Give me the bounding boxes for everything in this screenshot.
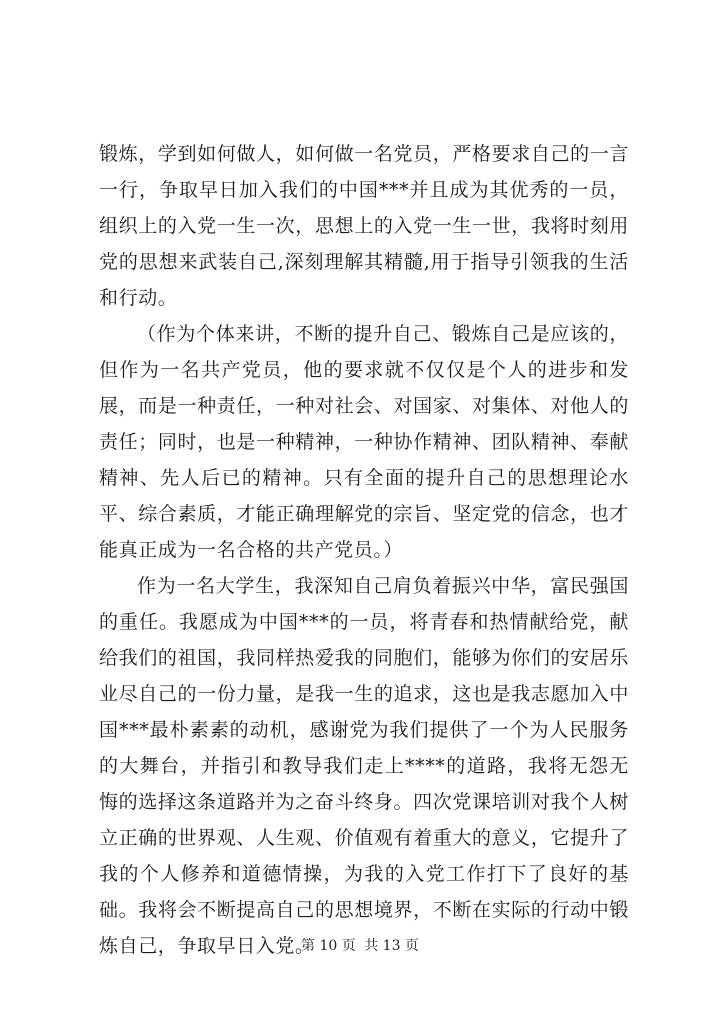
paragraph-continuation: 锻炼，学到如何做人，如何做一名党员，严格要求自己的一言一行，争取早日加入我们的中国***并且成为其优秀的一员，组织上的入党一生一次，思想上的入党一生一世，我将时刻用党的思想来武装自己,深刻理解其精髓,用于指导引领我的生活和行动。 (99, 143, 629, 309)
page-total: 共 13 页 (364, 938, 419, 954)
paragraph-individual-growth: （作为个体来讲，不断的提升自己、锻炼自己是应该的，但作为一名共产党员，他的要求就不仅仅是个人的进步和发展，而是一种责任，一种对社会、对国家、对集体、对他人的责任；同时，也是一种精神，一种协作精神、团队精神、奉献精神、先人后已的精神。只有全面的提升自己的思想理论水平、综合素质，才能正确理解党的宗旨、坚定党的信念，也才能真正成为一名合格的共产党员。） (99, 323, 629, 561)
paragraph-student-aspiration: 作为一名大学生，我深知自己肩负着振兴中华，富民强国的重任。我愿成为中国***的一员，将青春和热情献给党，献给我们的祖国，我同样热爱我的同胞们，能够为你们的安居乐业尽自己的一份力量，是我一生的追求，这也是我志愿加入中国***最朴素素的动机，感谢党为我们提供了一个为人民服务的大舞台，并指引和教导我们走上****的道路，我将无怨无悔的选择这条道路并为之奋斗终身。四次党课培训对我个人树立正确的世界观、人生观、价值观有着重大的意义，它提升了我的个人修养和道德情操，为我的入党工作打下了良好的基础。我将会不断提高自己的思想境界，不断在实际的行动中锻炼自己，争取早日入党。 (99, 575, 629, 957)
page-footer (0, 935, 720, 955)
page-number: 第 10 页 (301, 938, 356, 954)
body-text (99, 136, 629, 964)
